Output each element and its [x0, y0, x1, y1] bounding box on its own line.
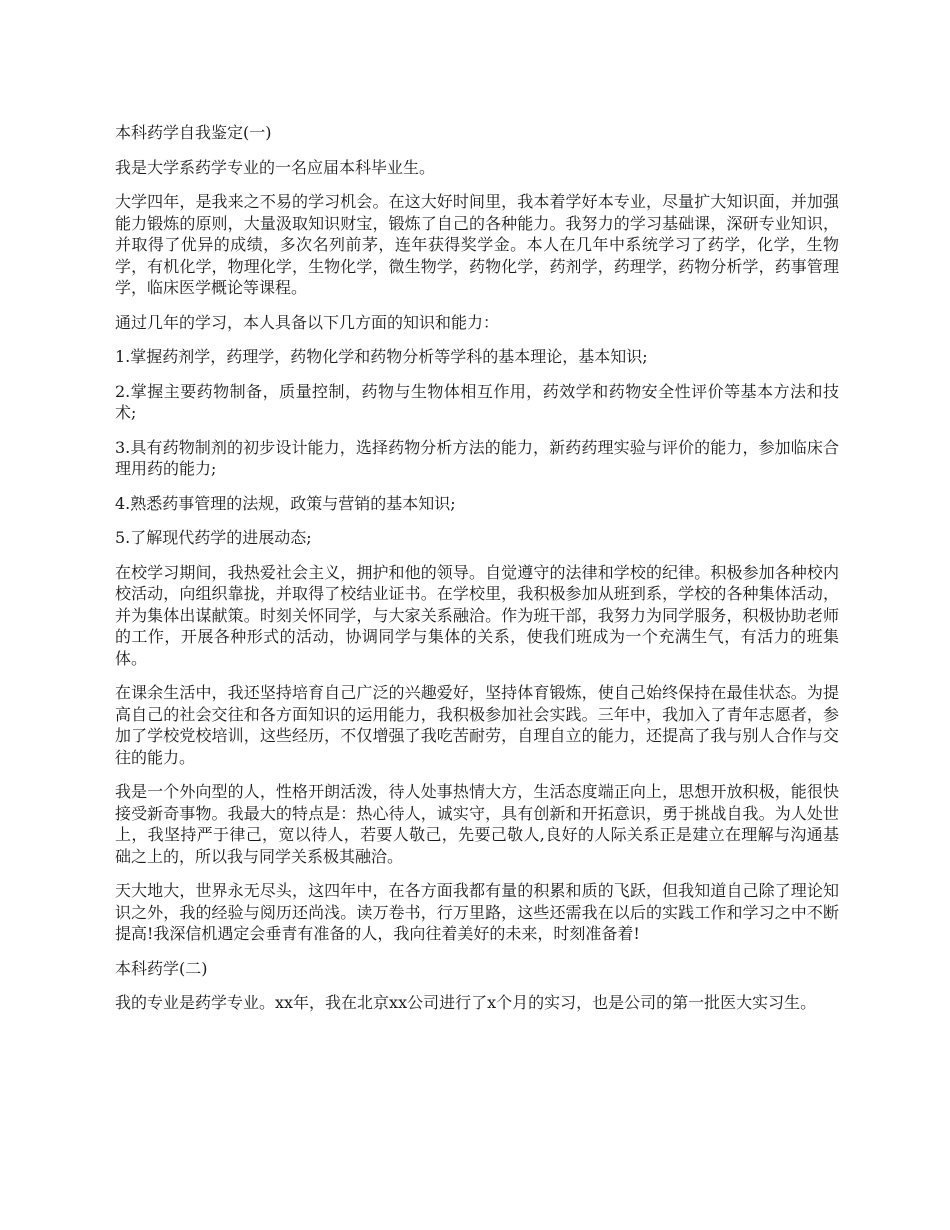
school-life-paragraph: 在校学习期间，我热爱社会主义，拥护和他的领导。自觉遵守的法律和学校的纪律。积极参加各种校内校活动，向组织靠拢，并取得了校结业证书。在学校里，我积极参加从班到系，学校的各种集体活动，并为集体出谋献策。时刻关怀同学，与大家关系融洽。作为班干部，我努力为同学服务，积极协助老师的工作，开展各种形式的活动，协调同学与集体的关系，使我们班成为一个充满生气，有活力的班集体。	[115, 562, 839, 668]
ability-item-4: 4.熟悉药事管理的法规，政策与营销的基本知识;	[115, 493, 456, 513]
extracurricular-paragraph: 在课余生活中，我还坚持培育自己广泛的兴趣爱好，坚持体育锻炼，使自己始终保持在最佳状态。为提高自己的社会交往和各方面知识的运用能力，我积极参加社会实践。三年中，我加入了青年志愿者，参加了学校党校培训，这些经历，不仅增强了我吃苦耐劳，自理自立的能力，还提高了我与别人合作与交往的能力。	[115, 683, 839, 767]
ability-item-2: 2.掌握主要药物制备，质量控制，药物与生物体相互作用，药效学和药物安全性评价等基本方法和技术;	[115, 381, 839, 422]
ability-item-1: 1.掌握药剂学，药理学，药物化学和药物分析等学科的基本理论，基本知识;	[115, 347, 648, 366]
study-paragraph: 大学四年，是我来之不易的学习机会。在这大好时间里，我本着学好本专业，尽量扩大知识面，并加强能力锻炼的原则，大量汲取知识财宝，锻炼了自己的各种能力。我努力的学习基础课，深研专业知识，并取得了优异的成绩，多次名列前茅，连年获得奖学金。本人在几年中系统学习了药学，化学，生物学，有机化学，物理化学，生物化学，微生物学，药物化学，药剂学，药理学，药物分析学，药事管理学，临床医学概论等课程。	[115, 192, 839, 297]
internship-paragraph: 我的专业是药学专业。xx年，我在北京xx公司进行了x个月的实习，也是公司的第一批医大实习生。	[115, 993, 817, 1012]
personality-paragraph: 我是一个外向型的人，性格开朗活泼，待人处事热情大方，生活态度端正向上，思想开放积极，能很快接受新奇事物。我最大的特点是：热心待人，诚实守，具有创新和开拓意识，勇于挑战自我。为人处世上，我坚持严于律己，宽以待人，若要人敬己，先要己敬人,良好的人际关系正是建立在理解与沟通基础之上的，所以我与同学关系极其融洽。	[115, 782, 839, 866]
document-body	[115, 122, 839, 1027]
section-title-1: 本科药学自我鉴定(一)	[115, 123, 272, 142]
abilities-intro: 通过几年的学习，本人具备以下几方面的知识和能力：	[115, 312, 500, 332]
ability-item-5: 5.了解现代药学的进展动态;	[115, 528, 312, 547]
ability-item-3: 3.具有药物制剂的初步设计能力，选择药物分析方法的能力，新药药理实验与评价的能力，参加临床合理用药的能力;	[115, 437, 839, 478]
intro-paragraph: 我是大学系药学专业的一名应届本科毕业生。	[115, 157, 436, 177]
section-title-2: 本科药学(二)	[115, 958, 208, 978]
conclusion-paragraph: 天大地大，世界永无尽头，这四年中，在各方面我都有量的积累和质的飞跃，但我知道自己除了理论知识之外，我的经验与阅历还尚浅。读万卷书，行万里路，这些还需我在以后的实践工作和学习之中不断提高!我深信机遇定会垂青有准备的人，我向往着美好的未来，时刻准备着!	[115, 881, 839, 943]
